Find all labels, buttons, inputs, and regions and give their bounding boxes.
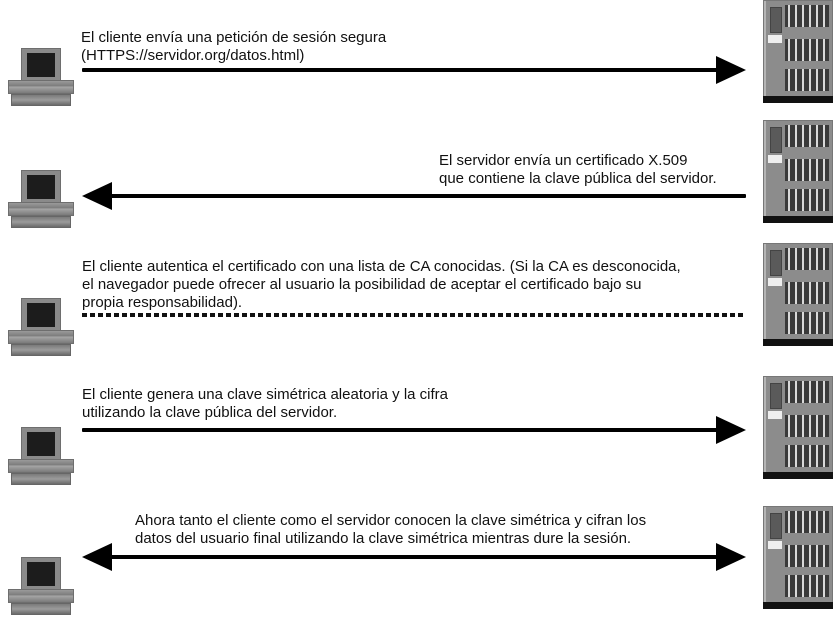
step-3-text-line-2: el navegador puede ofrecer al usuario la posibilidad de aceptar el certificado bajo su bbox=[82, 276, 642, 293]
step-5-text-line-2: datos del usuario final utilizando la clave simétrica mientras dure la sesión. bbox=[135, 530, 632, 547]
step-3-text-line-1: El cliente autentica el certificado con una lista de CA conocidas. (Si la CA es desconocida, bbox=[82, 258, 681, 275]
step-1-text-line-1: El cliente envía una petición de sesión segura bbox=[81, 29, 387, 46]
step-2-text-line-1: El servidor envía un certificado X.509 bbox=[439, 152, 688, 169]
step-2-text-line-2: que contiene la clave pública del servidor. bbox=[439, 170, 717, 187]
step-1-text-line-2: (HTTPS://servidor.org/datos.html) bbox=[81, 47, 305, 64]
client-computer-icon bbox=[8, 557, 74, 615]
step-4-text-line-1: El cliente genera una clave simétrica aleatoria y la cifra bbox=[82, 386, 449, 403]
step-3-text-line-3: propia responsabilidad). bbox=[82, 294, 243, 311]
arrow-right-icon bbox=[716, 543, 746, 571]
step-5-arrow-line bbox=[108, 555, 722, 559]
step-4-text-line-2: utilizando la clave pública del servidor. bbox=[82, 404, 338, 421]
step-5-text-line-1: Ahora tanto el cliente como el servidor conocen la clave simétrica y cifran los bbox=[135, 512, 647, 529]
server-icon bbox=[763, 506, 833, 610]
